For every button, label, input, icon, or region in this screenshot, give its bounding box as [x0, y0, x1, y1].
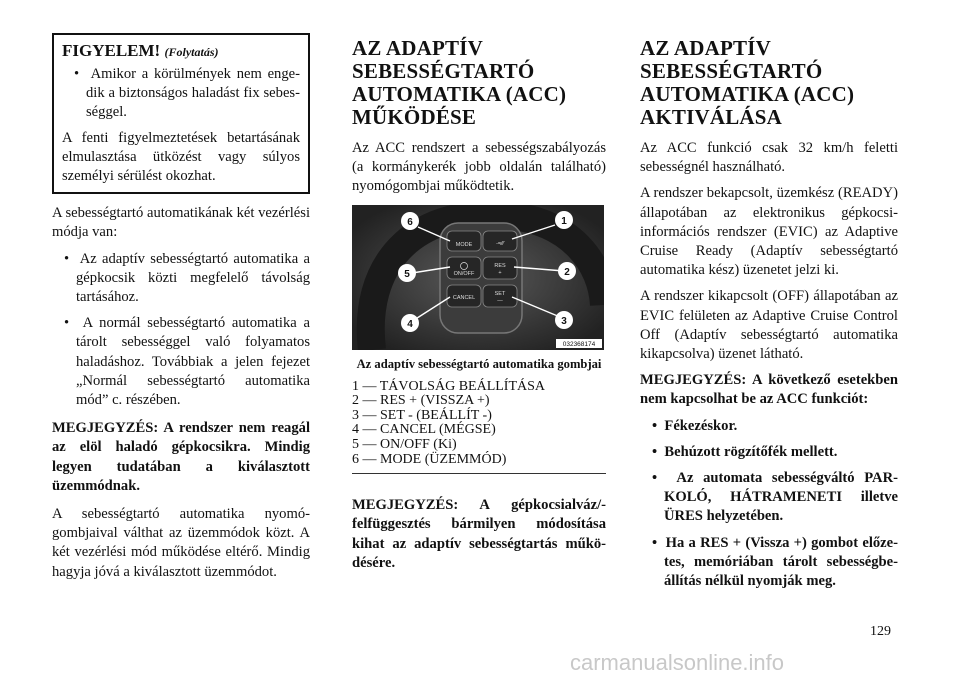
- legend-item: 5 — ON/OFF (Ki): [352, 436, 457, 452]
- column-middle: [352, 0, 606, 573]
- paragraph-switch: A sebességtartó automatika nyomógombjaival válthat az üzemmódok közt. A két vezérlési mód működése eltérő. Mindig hagyja jóvá a kiválasztott üzemmódot.: [52, 506, 310, 580]
- callout-5: 5: [404, 268, 410, 280]
- bullet-adaptive: • Az adaptív sebességtartó automatika a gépkocsik közti megfelelő távolság tartásához.: [64, 250, 310, 306]
- figure-id: 032368174: [562, 340, 596, 348]
- note-suspension: MEGJEGYZÉS: A gépkocsialváz/-felfüggesztés bármilyen módosítása kihat az adaptív sebességtartás működésére.: [352, 497, 606, 571]
- figure-caption: Az adaptív sebességtartó automatika gombjai: [356, 356, 602, 371]
- paragraph-speed: Az ACC funkció csak 32 km/h feletti sebességnél használható.: [640, 140, 898, 176]
- btn-mode-label: MODE: [455, 241, 473, 248]
- callout-4: 4: [407, 318, 413, 330]
- bullet-normal: • A normál sebességtartó automatika a tárolt sebességgel való folyamatos haladáshoz. Továbbiak a jelen fejezet „Normál sebességtartó automatika mód” c. részében.: [64, 315, 310, 409]
- legend-item: 1 — TÁVOLSÁG BEÁLLÍTÁSA: [352, 378, 546, 394]
- btn-set-label: SET: [494, 290, 506, 297]
- legend-item: 3 — SET - (BEÁLLÍT -): [352, 407, 492, 423]
- callout-3: 3: [561, 315, 567, 327]
- paragraph-modes: A sebességtartó automatikának két vezérlési módja van:: [52, 205, 310, 241]
- note-vehicles: MEGJEGYZÉS: A rendszer nem reagál az elöl haladó gépkocsikra. Mindig legyen tudatában a kiválasztott üzemmódnak.: [52, 420, 310, 494]
- steering-wheel-figure: [352, 205, 604, 350]
- bullet-res-button: • Ha a RES + (Vissza +) gombot előzetes, memóriában tárolt sebességbeállítás nélkül nyomják meg.: [652, 534, 899, 590]
- note-conditions: MEGJEGYZÉS: A következő esetekben nem kapcsolhat be az ACC funkciót:: [640, 372, 898, 408]
- watermark: carmanualsonline.info: [570, 650, 785, 675]
- heading-operation: AZ ADAPTÍV SEBESSÉGTARTÓ AUTOMATIKA (ACC) MŰKÖDÉSE: [352, 36, 567, 129]
- bullet-transmission: • Az automata sebességváltó PARKOLÓ, HÁTRAMENETI illetve ÜRES helyzetében.: [652, 470, 899, 525]
- btn-onoff-label: ON/OFF: [453, 270, 475, 277]
- page-number: 129: [870, 624, 891, 639]
- warning-text: A fenti figyelmeztetések betartásának elmulasztása ütközést vagy súlyos személyi sérülést okozhat.: [62, 129, 300, 185]
- column-left: [52, 0, 310, 582]
- btn-set-symbol: —: [497, 297, 503, 304]
- legend-item: 2 — RES + (VISSZA +): [352, 393, 490, 409]
- distance-icon: -=⁄⁄⁄: [496, 240, 504, 247]
- warning-bullet: • Amikor a körülmények nem engedik a biztonságos haladást fix sebességgel.: [74, 66, 300, 121]
- heading-activation: AZ ADAPTÍV SEBESSÉGTARTÓ AUTOMATIKA (ACC) AKTIVÁLÁSA: [640, 36, 855, 129]
- btn-res-label: RES: [494, 262, 506, 269]
- paragraph-off: A rendszer kikapcsolt (OFF) állapotában az EVIC felületen az Adaptive Cruise Control Off (Adaptív sebességtartó automatika kikapcsolva) üzenet látható.: [640, 288, 898, 363]
- button-legend: [352, 380, 606, 468]
- bullet-parking-brake: • Behúzott rögzítőfék mellett.: [652, 443, 838, 460]
- legend-item: 4 — CANCEL (MÉGSE): [352, 422, 496, 438]
- warning-continued: (Folytatás): [164, 45, 219, 59]
- bullet-braking: • Fékezéskor.: [652, 417, 738, 434]
- divider: [352, 473, 606, 474]
- legend-item: 6 — MODE (ÜZEMMÓD): [352, 451, 507, 467]
- btn-cancel-label: CANCEL: [452, 294, 476, 301]
- callout-6: 6: [407, 216, 413, 228]
- btn-res-symbol: +: [498, 269, 502, 276]
- warning-title: FIGYELEM! (Folytatás): [62, 41, 219, 60]
- callout-2: 2: [564, 266, 570, 278]
- warning-box: [52, 33, 310, 194]
- paragraph-ready: A rendszer bekapcsolt, üzemkész (READY) állapotában az elektronikus gépkocsi-információs rendszer (EVIC) az Adaptive Cruise Ready (Adaptív sebességtartó automatika kész) üzenetet jelzi ki.: [640, 185, 898, 279]
- callout-1: 1: [561, 215, 567, 227]
- paragraph-buttons: Az ACC rendszert a sebességszabályozás (a kormánykerék jobb oldalán található) nyomógombjai működtetik.: [352, 140, 606, 195]
- column-right: [640, 0, 898, 591]
- steering-wheel-illustration: [352, 205, 604, 350]
